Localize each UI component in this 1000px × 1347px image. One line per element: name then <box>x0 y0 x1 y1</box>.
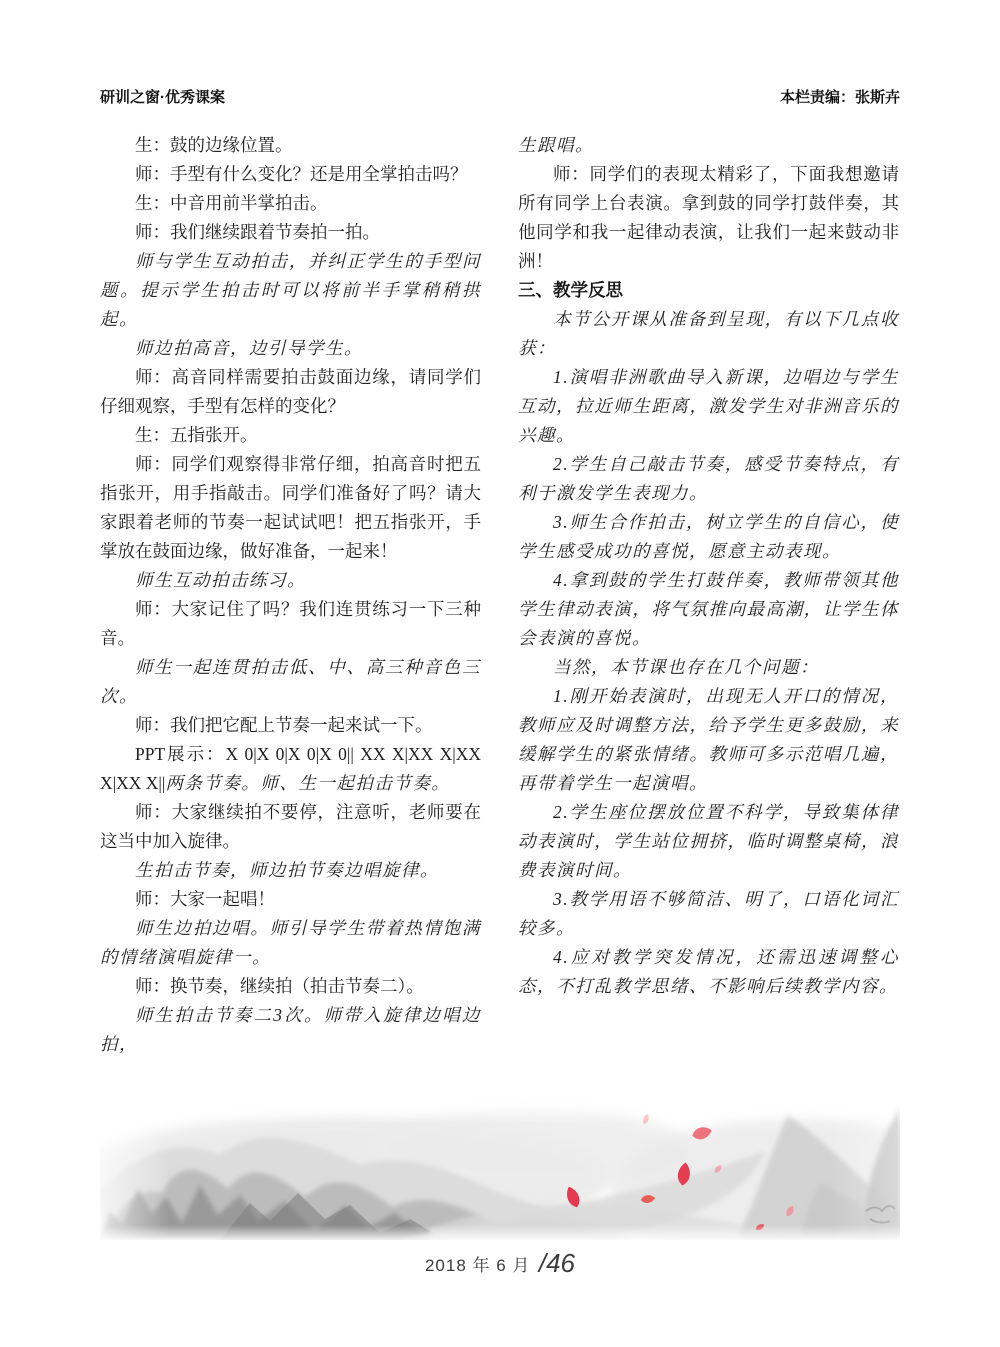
reflection-gain-item: 2.学生自己敲击节奏，感受节奏特点，有利于激发学生表现力。 <box>518 454 899 503</box>
ppt-notation-line <box>100 740 481 798</box>
section-heading-reflection: 三、教学反思 <box>518 280 623 300</box>
stage-direction: 生拍击节奏，师边拍节奏边唱旋律。 <box>135 860 439 880</box>
column-rubric: 研训之窗·优秀课案 <box>100 89 225 106</box>
reflection-gain-item: 1.演唱非洲歌曲导入新课，边唱边与学生互动，拉近师生距离，激发学生对非洲音乐的兴趣。 <box>518 367 899 445</box>
dialog-line: 师：换节奏，继续拍（拍击节奏二）。 <box>135 976 424 996</box>
left-column <box>100 131 481 1059</box>
stage-direction: 师生拍击节奏二3次。师带入旋律边唱边拍， <box>100 1005 481 1054</box>
dialog-line: 师：同学们的表现太精彩了，下面我想邀请所有同学上台表演。拿到鼓的同学打鼓伴奏，其他同学和我一起律动表演，让我们一起来鼓动非洲！ <box>518 164 899 271</box>
page-folio <box>0 1248 1000 1279</box>
page-header <box>100 86 900 107</box>
mountains-petals-illustration <box>100 1093 900 1240</box>
dialog-line: 师：我们继续跟着节奏拍一拍。 <box>135 222 380 242</box>
dialog-line: 师：我们把它配上节奏一起来试一下。 <box>135 715 433 735</box>
dialog-line: 师：大家记住了吗？我们连贯练习一下三种音。 <box>100 599 481 648</box>
ink-wash-footer-artwork <box>100 1093 900 1240</box>
article-body <box>100 131 900 1059</box>
dialog-line: 生：鼓的边缘位置。 <box>135 135 293 155</box>
reflection-gain-item: 3.师生合作拍击，树立学生的自信心，使学生感受成功的喜悦，愿意主动表现。 <box>518 512 899 561</box>
dialog-line: 生：中音用前半掌拍击。 <box>135 193 328 213</box>
dialog-line: 师：高音同样需要拍击鼓面边缘，请同学们仔细观察，手型有怎样的变化？ <box>100 367 481 416</box>
stage-direction: 师生边拍边唱。师引导学生带着热情饱满的情绪演唱旋律一。 <box>100 918 481 967</box>
editor-credit: 本栏责编：张斯卉 <box>779 89 900 106</box>
stage-direction: 师与学生互动拍击，并纠正学生的手型问题。提示学生拍击时可以将前半手掌稍稍拱起。 <box>100 251 481 329</box>
rhythm-notation: PPT展示：X 0|X 0|X 0|X 0|| XX X|XX X|XX X|XX X|| <box>100 744 481 793</box>
dialog-line: 师：大家一起唱！ <box>135 889 275 909</box>
reflection-problem-item: 3.教学用语不够简洁、明了，口语化词汇较多。 <box>518 889 899 938</box>
reflection-problems-intro: 当然，本节课也存在几个问题： <box>553 657 819 677</box>
page-number: /46 <box>538 1248 576 1278</box>
dialog-line: 师：手型有什么变化？还是用全掌拍击吗？ <box>135 164 468 184</box>
reflection-problem-item: 4.应对教学突发情况，还需迅速调整心态，不打乱教学思绪、不影响后续教学内容。 <box>518 947 899 996</box>
reflection-intro: 本节公开课从准备到呈现，有以下几点收获： <box>518 309 899 358</box>
reflection-problem-item: 1.刚开始表演时，出现无人开口的情况，教师应及时调整方法，给予学生更多鼓励，来缓解学生的紧张情绪。教师可多示范唱几遍，再带着学生一起演唱。 <box>518 686 899 793</box>
dialog-line: 师：同学们观察得非常仔细，拍高音时把五指张开，用手指敲击。同学们准备好了吗？请大家跟着老师的节奏一起试试吧！把五指张开，手掌放在鼓面边缘，做好准备，一起来！ <box>100 454 481 561</box>
dialog-line: 生：五指张开。 <box>135 425 258 445</box>
reflection-problem-item: 2.学生座位摆放位置不科学，导致集体律动表演时，学生站位拥挤，临时调整桌椅，浪费表演时间。 <box>518 802 899 880</box>
stage-direction: 师生一起连贯拍击低、中、高三种音色三次。 <box>100 657 481 706</box>
stage-direction-continued: 生跟唱。 <box>518 135 594 155</box>
stage-direction: 师生互动拍击练习。 <box>135 570 306 590</box>
right-column <box>518 131 899 1059</box>
reflection-gain-item: 4.拿到鼓的学生打鼓伴奏，教师带领其他学生律动表演，将气氛推向最高潮，让学生体会表演的喜悦。 <box>518 570 899 648</box>
dialog-line: 师：大家继续拍不要停，注意听，老师要在这当中加入旋律。 <box>100 802 481 851</box>
stage-direction: 师边拍高音，边引导学生。 <box>135 338 363 358</box>
issue-date: 2018 年 6 月 <box>424 1256 531 1275</box>
stage-direction-inline: 两条节奏。师、生一起拍击节奏。 <box>165 773 451 793</box>
